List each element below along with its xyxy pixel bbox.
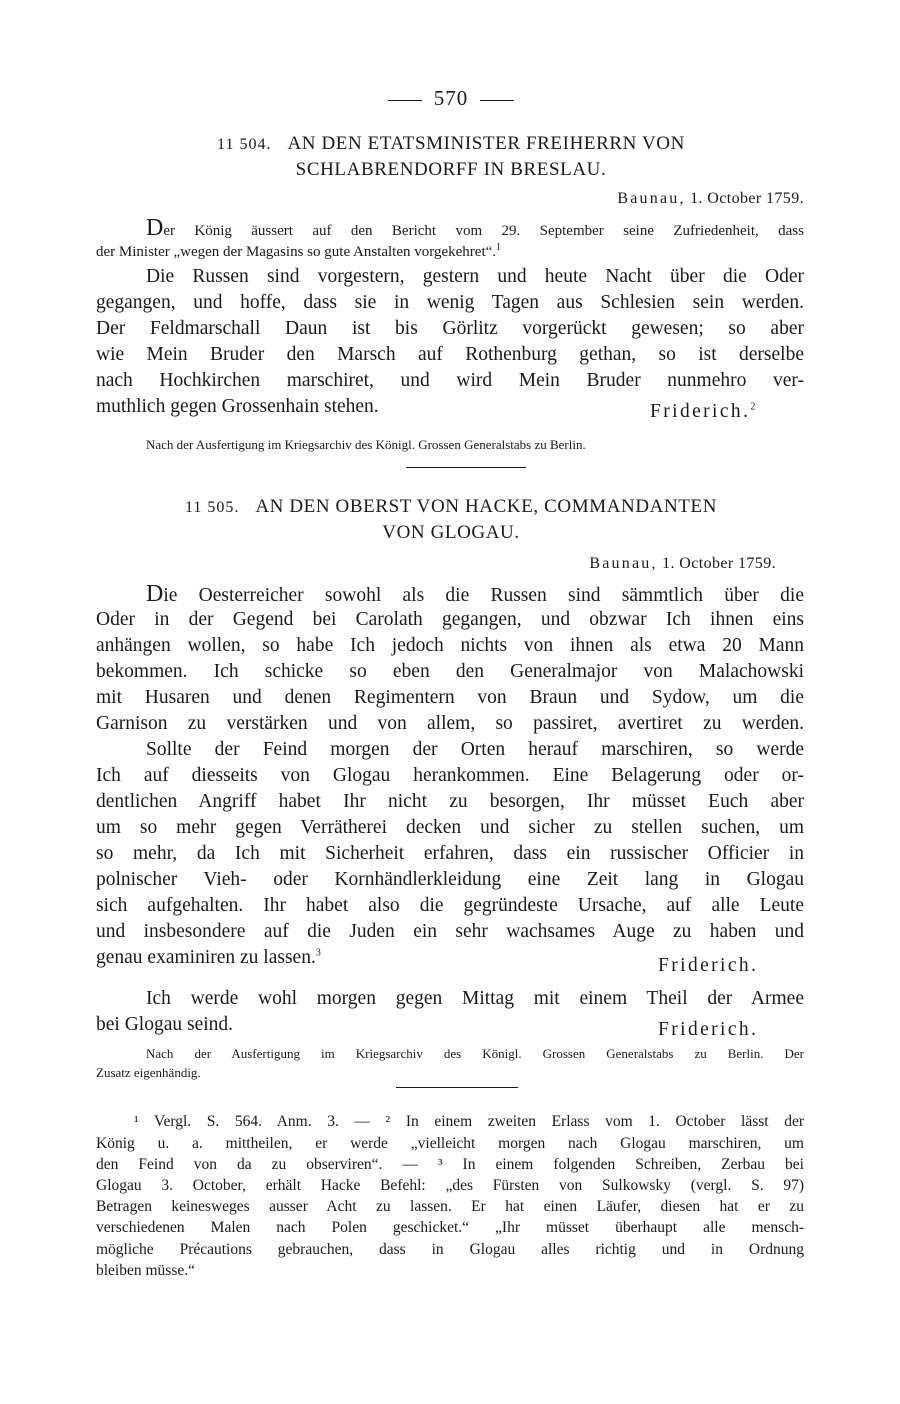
page-number-text: 570 [433,86,469,110]
letter-1-place-date [486,190,804,208]
letter-2-para2-line: Ich auf diesseits von Glogau herankommen. Eine Belagerung oder or- [96,765,804,786]
letter-1-source-note: Nach der Ausfertigung im Kriegsarchiv des Königl. Grossen Generalstabs zu Berlin. [146,437,586,452]
footnote-line: mögliche Précautions gebrauchen, dass in Glogau alles richtig und in Ordnung [96,1241,804,1258]
document-page [96,0,806,1404]
letter-2-para2-line: sich aufgehalten. Ihr habet also die gegründeste Ursache, auf alle Leute [96,895,804,916]
letter-2-para2-note: 3 [315,947,321,959]
letter-1-summary-line2 [96,242,501,262]
footnote-line: verschiedenen Malen nach Polen geschicket.“ „Ihr müsset überhaupt alle mensch- [96,1219,804,1236]
letter-2-title-line2: VON GLOGAU. [382,522,520,543]
letter-2-postscript-line: Ich werde wohl morgen gegen Mittag mit einem Theil der Armee [146,988,804,1009]
footnote-divider [396,1087,518,1088]
letter-2-place-date [476,555,776,573]
letter-2-dropcap: D [146,581,164,607]
letter-2-para2-line: dentlichen Angriff habet Ihr nicht zu besorgen, Ihr müsset Euch aber [96,791,804,812]
letter-1-summary-line2-text: der Minister „wegen der Magasins so gute Anstalten vorgekehret“. [96,244,497,260]
footnote-line: den Feind von da zu observiren“. — ³ In einem folgenden Schreiben, Zerbau bei [96,1156,804,1173]
letter-1-number: 11 504. [217,136,272,153]
letter-2-source-note-line2: Zusatz eigenhändig. [96,1065,201,1080]
letter-2-para1-line-text: ie Oesterreicher sowohl als die Russen sind sämmtlich über die [163,585,804,606]
letter-2-para2-line: um so mehr gegen Verrätherei decken und sicher zu stellen suchen, um [96,817,804,838]
letter-1-date: 1. October 1759. [690,190,804,207]
letter-2-signature-1: Friderich. [658,955,759,976]
letter-1-signature-note: 2 [750,401,758,413]
footnote-line: Glogau 3. October, erhält Hacke Befehl: „des Fürsten von Sulkowsky (vergl. S. 97) [96,1177,804,1194]
letter-1-signature [650,401,758,423]
letter-1-body-line: muthlich gegen Grossenhain stehen. [96,396,379,417]
letter-2-title-line1: AN DEN OBERST VON HACKE, COMMANDANTEN [255,496,718,517]
letter-2-para1-line: anhängen wollen, so habe Ich jedoch nichts von ihnen als etwa 20 Mann [96,635,804,656]
letter-1-body-line: Die Russen sind vorgestern, gestern und heute Nacht über die Oder [146,266,804,287]
letter-1-summary-dropcap: D [146,215,164,241]
letter-2-signature-2: Friderich. [658,1019,759,1040]
footnote-line: ¹ Vergl. S. 564. Anm. 3. — ² In einem zweiten Erlass vom 1. October lässt der [134,1113,804,1130]
letter-1-title-line1: AN DEN ETATSMINISTER FREIHERRN VON [287,133,685,154]
letter-2-para2-line: Sollte der Feind morgen der Orten herauf marschiren, so werde [146,739,804,760]
letter-2-para1-line: Oder in der Gegend bei Carolath gegangen, und obzwar Ich ihnen eins [96,609,804,630]
letter-2-para1-line: mit Husaren und denen Regimentern von Braun und Sydow, um die [96,687,804,708]
letter-1-heading-line1 [96,131,806,158]
letter-1-place: Baunau, [617,190,686,207]
footnote-line: Betragen keinesweges ausser Acht zu lassen. Er hat einen Läufer, diesen hat er zu [96,1198,804,1215]
letter-1-summary-note: 1 [496,242,502,253]
letter-2-heading-line1 [96,494,806,521]
page-number [96,86,806,111]
letter-1-title-line2: SCHLABRENDORFF IN BRESLAU. [295,159,607,180]
letter-2-para1-line: Garnison zu verstärken und von allem, so passiret, avertiret zu werden. [96,713,804,734]
page-number-dash-right [480,100,514,101]
letter-1-body-line: nach Hochkirchen marschiret, und wird Mein Bruder nunmehro ver- [96,370,804,391]
letter-2-para1-line: bekommen. Ich schicke so eben den Generalmajor von Malachowski [96,661,804,682]
letter-1-body-line: gegangen, und hoffe, dass sie in wenig Tagen aus Schlesien sein werden. [96,292,804,313]
letter-2-para2-line: polnischer Vieh- oder Kornhändlerkleidung eine Zeit lang in Glogau [96,869,804,890]
letter-2-para2-line: und insbesondere auf die Juden ein sehr wachsames Auge zu haben und [96,921,804,942]
letter-2-source-note-line1: Nach der Ausfertigung im Kriegsarchiv des Königl. Grossen Generalstabs zu Berlin. Der [146,1046,804,1061]
letter-2-place: Baunau, [589,555,658,572]
footnote-line: bleiben müsse.“ [96,1262,196,1279]
letter-2-para2-last-line [96,945,321,971]
letter-1-signature-text: Friderich. [650,401,751,422]
letter-1-body-line: wie Mein Bruder den Marsch auf Rothenburg gethan, so ist derselbe [96,344,804,365]
footnote-line: König u. a. mittheilen, er werde „vielleicht morgen nach Glogau marschiren, um [96,1135,804,1152]
letter-1-body-line: Der Feldmarschall Daun ist bis Görlitz vorgerückt gewesen; so aber [96,318,804,339]
letter-2-date: 1. October 1759. [662,555,776,572]
letter-2-postscript-line: bei Glogau seind. [96,1014,234,1035]
letter-2-para1-line [146,581,804,607]
letter-2-number: 11 505. [184,499,240,516]
letter-1-summary-line1-text: er König äussert auf den Bericht vom 29. September seine Zufriedenheit, dass [163,223,804,239]
letter-1-summary-line1 [96,215,804,241]
letter-2-para2-last-line-text: genau examiniren zu lassen. [96,947,316,968]
page-number-dash-left [388,100,422,101]
letter-2-para2-line: so mehr, da Ich mit Sicherheit erfahren, dass ein russischer Officier in [96,843,804,864]
divider [406,467,526,468]
